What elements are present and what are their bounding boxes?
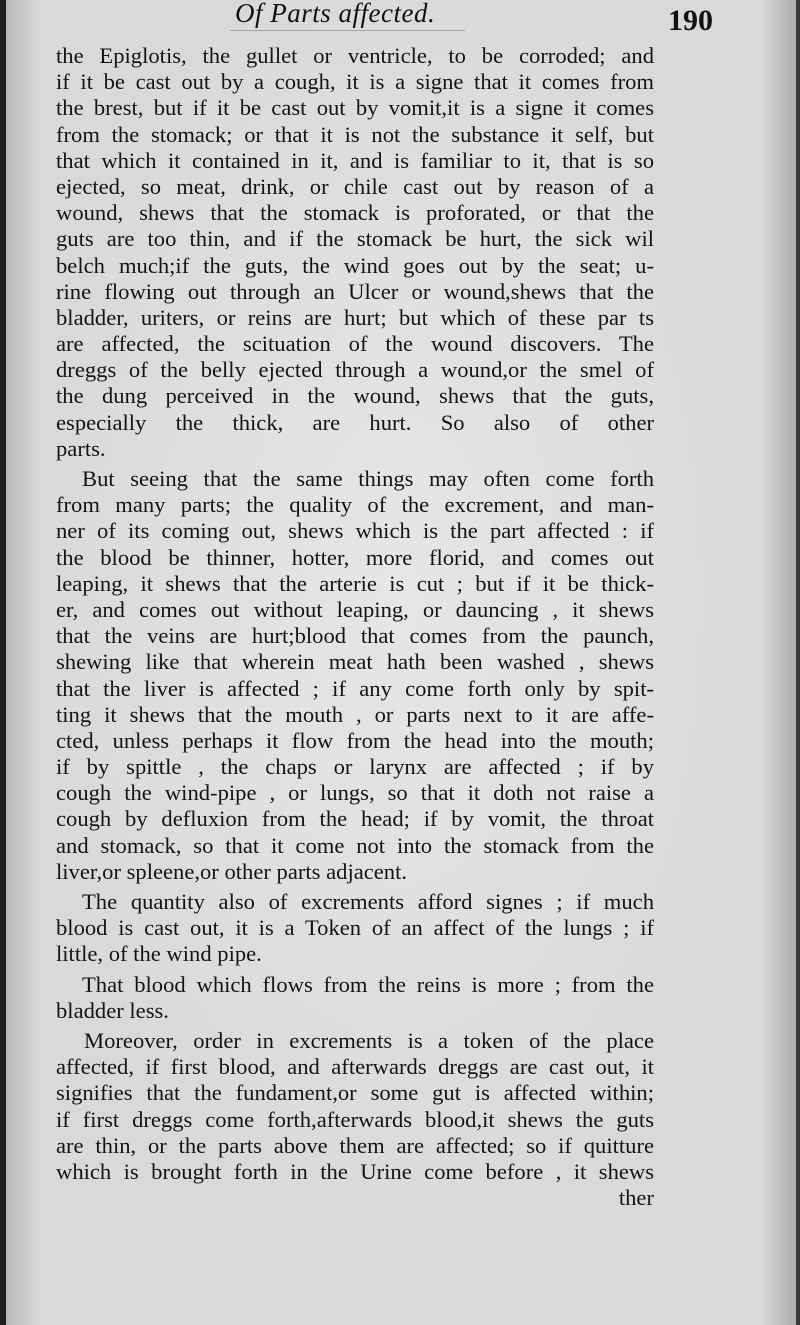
paragraph-4 (56, 972, 654, 1024)
text-line: if by spittle , the chaps or larynx are affected ; if by (56, 754, 654, 780)
text-line: leaping, it shews that the arterie is cut ; but if it be thick- (56, 570, 654, 596)
text-line: dreggs of the belly ejected through a wound,or the smel of (56, 357, 654, 383)
paragraph-3 (56, 889, 654, 968)
text-line: the blood be thinner, hotter, more florid, and comes out (56, 544, 654, 570)
text-line: bladder less. (56, 997, 169, 1023)
text-line: and stomack, so that it come not into the stomack from the (56, 832, 654, 858)
page-edge (796, 0, 800, 1325)
text-line: affected, if first blood, and afterwards dreggs are cast out, it (56, 1054, 654, 1080)
text-line: from the stomack; or that it is not the substance it self, but (56, 121, 654, 147)
text-line: the dung perceived in the wound, shews that the guts, (56, 383, 654, 409)
text-line: rine flowing out through an Ulcer or wound,shews that the (56, 278, 654, 304)
text-line: are thin, or the parts above them are affected; so if quitture (56, 1132, 654, 1158)
paragraph-1 (56, 43, 654, 462)
text-line: the brest, but if it be cast out by vomit,it is a signe it comes (56, 95, 654, 121)
text-line: little, of the wind pipe. (56, 941, 262, 967)
text-line: blood is cast out, it is a Token of an affect of the lungs ; if (56, 915, 654, 941)
paragraph-5 (56, 1028, 654, 1185)
page-number: 190 (668, 4, 713, 37)
page-gutter-shadow (0, 0, 6, 1325)
text-line: especially the thick, are hurt. So also of other (56, 409, 654, 435)
text-line: guts are too thin, and if the stomack be hurt, the sick wil (56, 226, 654, 252)
text-line: signifies that the fundament,or some gut is affected within; (56, 1080, 654, 1106)
text-line: cough by defluxion from the head; if by vomit, the throat (56, 806, 654, 832)
text-line: that which it contained in it, and is familiar to it, that is so (56, 147, 654, 173)
text-line: parts. (56, 435, 106, 461)
text-line: ting it shews that the mouth , or parts next to it are affe- (56, 701, 654, 727)
text-line: ner of its coming out, shews which is the part affected : if (56, 518, 654, 544)
text-line: shewing like that wherein meat hath been washed , shews (56, 649, 654, 675)
catchword: ther (618, 1185, 654, 1211)
header-rule (230, 30, 465, 31)
text-line: are affected, the scituation of the wound discovers. The (56, 331, 654, 357)
text-line: er, and comes out without leaping, or dauncing , it shews (56, 596, 654, 622)
body-text (56, 43, 654, 1211)
text-line: that the liver is affected ; if any come forth only by spit- (56, 675, 654, 701)
text-line: Moreover, order in excrements is a token of the place (84, 1027, 654, 1053)
text-line: which is brought forth in the Urine come before , it shews (56, 1158, 654, 1184)
text-line: cough the wind-pipe , or lungs, so that it doth not raise a (56, 780, 654, 806)
text-line: that the veins are hurt;blood that comes from the paunch, (56, 623, 654, 649)
text-line: That blood which flows from the reins is more ; from the (82, 971, 654, 997)
text-line: belch much;if the guts, the wind goes out by the seat; u- (56, 252, 654, 278)
paragraph-2 (56, 466, 654, 885)
text-line: The quantity also of excrements afford signes ; if much (82, 889, 654, 914)
text-line: liver,or spleene,or other parts adjacent. (56, 858, 408, 884)
running-head: Of Parts affected. (235, 0, 436, 28)
text-line: from many parts; the quality of the excrement, and man- (56, 492, 654, 518)
text-line: if first dreggs come forth,afterwards blood,it shews the guts (56, 1106, 654, 1132)
text-line: But seeing that the same things may often come forth (82, 466, 654, 491)
text-line: ejected, so meat, drink, or chile cast out by reason of a (56, 173, 654, 199)
text-line: wound, shews that the stomack is proforated, or that the (56, 200, 654, 226)
text-line: cted, unless perhaps it flow from the head into the mouth; (56, 727, 654, 753)
text-line: the Epiglotis, the gullet or ventricle, to be corroded; and (56, 43, 654, 68)
text-line: if it be cast out by a cough, it is a signe that it comes from (56, 69, 654, 95)
text-line: bladder, uriters, or reins are hurt; but which of these par ts (56, 304, 654, 330)
